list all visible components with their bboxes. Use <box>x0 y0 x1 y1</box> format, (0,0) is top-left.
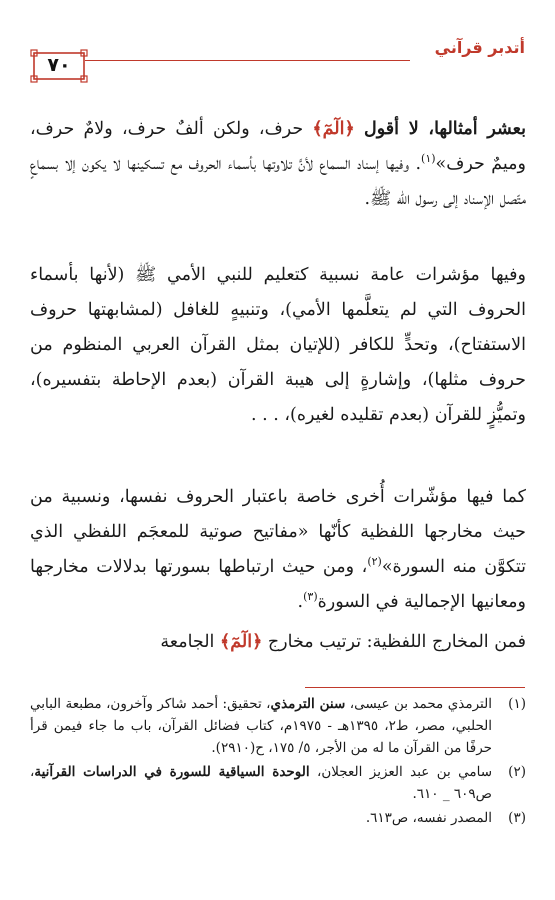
footnote-2 <box>30 761 526 805</box>
quran-letters: ﴿الٓمٓ﴾ <box>312 119 355 139</box>
footnote-book-title: الوحدة السياقية للسورة في الدراسات القرآنية <box>34 764 310 780</box>
header-rule <box>85 60 410 61</box>
footnote-number: (٣) <box>508 810 526 826</box>
footnotes <box>30 693 526 831</box>
paragraph-3 <box>30 480 526 620</box>
paragraph-text: وفيها مؤشرات عامة نسبية كتعليم للنبي الأمي ﷺ (لأنها بأسماء الحروف التي لم يتعلَّمها الأمي)، وتنبيهٍ للغافل (لمشابهتها حروف الاستفتاح)، وتحدٍّ للكافر (للإتيان بمثل القرآن العربي المنظوم من حروف مثلها)، وإشارةٍ إلى هيبة القرآن (بعدم الإحاطة بتفسيره)، وتميُّزٍ للقرآن (بعدم تقليده لغيره)، . . . <box>30 265 526 425</box>
paragraph-text: ، ومن حيث ارتباطها بسورتها بدلالات مخارجها ومعانيها الإجمالية في السورة <box>30 557 526 612</box>
paragraph-text: كما فيها مؤشّرات أُخرى خاصة باعتبار الحروف نفسها، ونسبية من حيث مخارجها اللفظية كأنّها «مفاتيح صوتية للمعجَم اللفظي الذي تتكوَّن منه السورة» <box>30 487 526 577</box>
footnote-3 <box>30 807 526 829</box>
bold-lead: بعشر أمثالها، لا أقول <box>363 119 526 139</box>
footnote-author: الترمذي محمد بن عيسى، <box>345 696 492 712</box>
paragraph-1 <box>30 112 526 217</box>
footnote-1 <box>30 693 526 759</box>
paragraph-text: . <box>297 592 304 612</box>
paragraph-text: الجامعة <box>160 632 220 652</box>
paragraph-4 <box>30 625 526 660</box>
footnote-details: ، تحقيق: أحمد شاكر وآخرون، مطبعة البابي الحلبي، مصر، ط٢، ١٣٩٥هـ - ١٩٧٥م، كتاب فضائل القرآن، باب ما جاء فيمن قرأ حرفًا من القرآن ما له من الأجر، ٥/ ١٧٥، ح(٢٩١٠). <box>30 696 493 756</box>
footnote-number: (١) <box>508 696 526 712</box>
paragraph-text: . وفيها إسناد السماع لأنَّ تلاوتها بأسماء الحروف مع تسكينها لا يكون إلا بسماعٍ متّصل الإسناد إلى رسول الله ﷺ. <box>30 154 526 209</box>
footnote-book-title: سنن الترمذي <box>270 696 346 712</box>
footnote-ref-3[interactable]: (٣) <box>303 590 318 604</box>
footnote-text <box>30 807 492 829</box>
quran-letters: ﴿الٓمٓ﴾ <box>219 632 263 652</box>
footnote-details: ، ص٦٠٩ _ ٦١٠. <box>30 764 492 802</box>
footnote-text <box>30 761 492 805</box>
footnote-details: المصدر نفسه، ص٦١٣. <box>365 810 492 826</box>
paragraph-text: فمن المخارج اللفظية: ترتيب مخارج <box>262 632 526 652</box>
paragraph-2 <box>30 258 526 433</box>
footnote-author: سامي بن عبد العزيز العجلان، <box>309 764 492 780</box>
page-number-frame <box>30 48 88 84</box>
running-header-title: أتدبر قرآني <box>434 38 525 57</box>
footnote-ref-1[interactable]: (١) <box>421 152 436 166</box>
footnote-ref-2[interactable]: (٢) <box>367 555 382 569</box>
footnote-separator <box>305 687 525 688</box>
page-number: ٧٠ <box>47 54 71 76</box>
footnote-text <box>30 693 492 759</box>
paragraph-text: حرف، ولكن ألفٌ حرف، ولامٌ حرف، وميمٌ حرف» <box>30 119 526 174</box>
footnote-number: (٢) <box>508 764 526 780</box>
